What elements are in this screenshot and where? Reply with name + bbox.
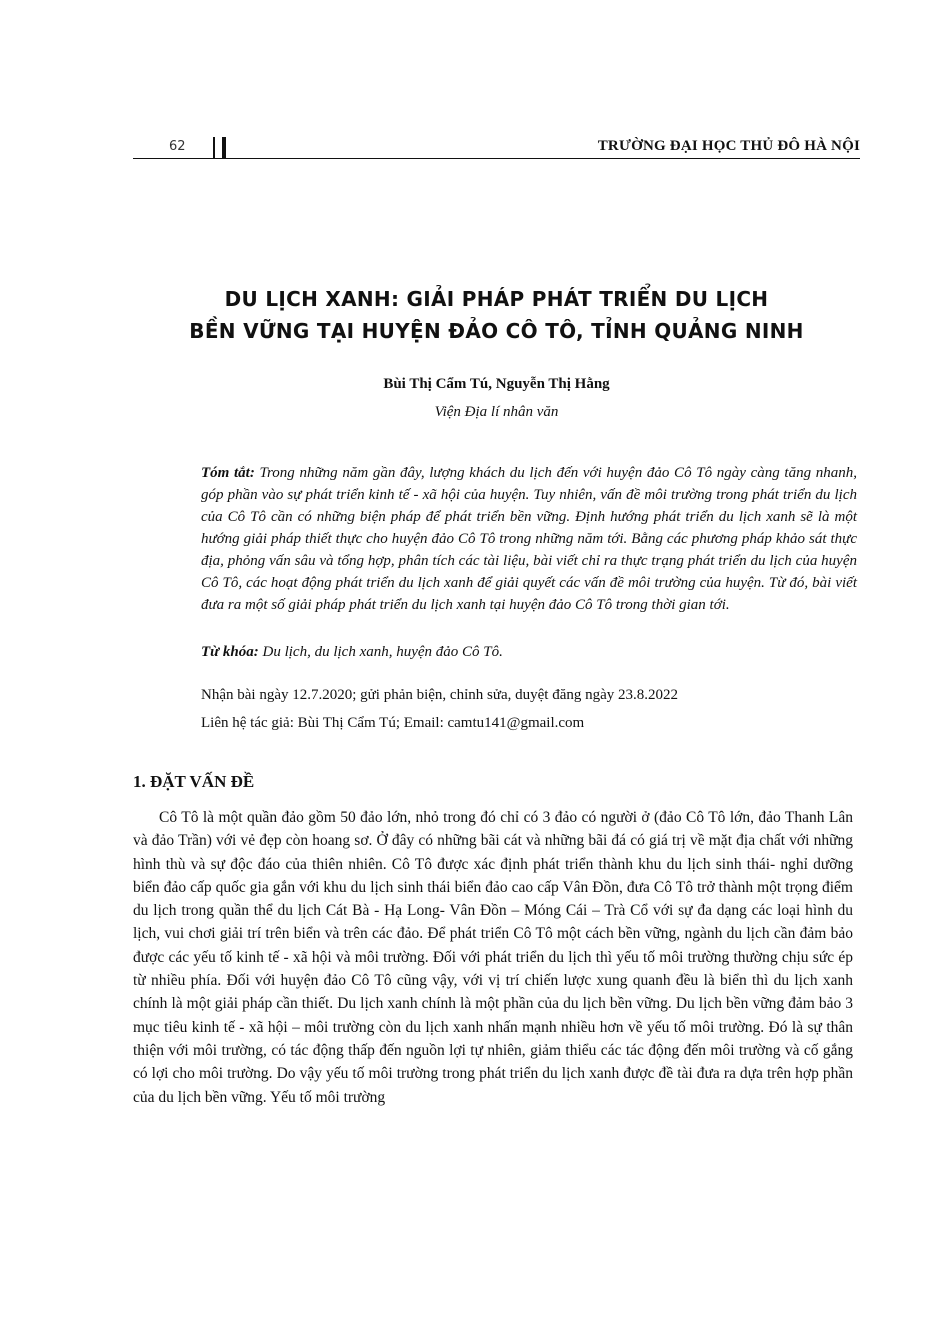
authors: Bùi Thị Cẩm Tú, Nguyễn Thị Hằng [383,376,610,392]
abstract-text: Trong những năm gần đây, lượng khách du lịch đến với huyện đảo Cô Tô ngày càng tăng nhanh, góp phần vào sự phát triển kinh tế - xã hội của huyện. Tuy nhiên, vấn đề môi trường trong phát triển du lịch của Cô Tô cần có những biện pháp để phát triển bền vững. Định hướng phát triển du lịch xanh sẽ là một hướng giải pháp thiết thực cho huyện đảo Cô Tô trong những năm tới. Bằng các phương pháp khảo sát thực địa, phỏng vấn sâu và tổng hợp, phân tích các tài liệu, bài viết chỉ ra thực trạng phát triển du lịch của huyện Cô Tô, các hoạt động phát triển du lịch xanh để giải quyết các vấn đề môi trường của huyện. Từ đó, bài viết đưa ra một số giải pháp phát triển du lịch xanh tại huyện đảo Cô Tô trong thời gian tới. [201,465,857,613]
title-line-1: DU LỊCH XANH: GIẢI PHÁP PHÁT TRIỂN DU LỊCH [224,287,769,311]
article-title [133,283,860,347]
keywords-text: Du lịch, du lịch xanh, huyện đảo Cô Tô. [262,644,503,660]
section-heading: 1. ĐẶT VẤN ĐỀ [133,772,255,791]
title-line-2: BỀN VỮNG TẠI HUYỆN ĐẢO CÔ TÔ, TỈNH QUẢNG NINH [189,319,804,343]
keywords [201,644,857,661]
keywords-label: Từ khóa: [201,644,263,660]
page-number: 62 [169,139,186,154]
running-header [133,137,860,161]
body-paragraph: Cô Tô là một quần đảo gồm 50 đảo lớn, nhỏ trong đó chỉ có 3 đảo có người ở (đảo Cô Tô lớn, đảo Thanh Lân và đảo Trần) với vẻ đẹp còn hoang sơ. Ở đây có những bãi cát và những bãi đá có giá trị về mặt địa chất với những hình thù và sự độc đáo của thiên nhiên. Cô Tô được xác định phát triển thành khu du lịch sinh thái- nghỉ dưỡng biển đảo cấp quốc gia gắn với khu du lịch sinh thái biển đảo cao cấp Vân Đồn, đưa Cô Tô trở thành một trọng điểm du lịch trong quần thể du lịch Cát Bà - Hạ Long- Vân Đồn – Móng Cái – Trà Cổ với sự đa dạng các loại hình du lịch, vui chơi giải trí trên biển và trên các đảo. Để phát triển Cô Tô một cách bền vững, ngành du lịch cần đảm bảo được các yếu tố kinh tế - xã hội và môi trường. Đối với phát triển du lịch thì yếu tố môi trường thường chịu sức ép từ nhiều phía. Đối với huyện đảo Cô Tô cũng vậy, với vị trí chiến lược xung quanh đều là biển thì du lịch xanh chính là một giải pháp cần thiết. Du lịch xanh chính là một phần của du lịch bền vững. Du lịch bền vững đảm bảo 3 mục tiêu kinh tế - xã hội – môi trường còn du lịch xanh nhấn mạnh nhiều hơn về yếu tố môi trường. Đó là sự thân thiện với môi trường, có tác động thấp đến nguồn lợi tự nhiên, giảm thiểu các tác động đến môi trường và cố gắng có lợi cho môi trường. Do vậy yếu tố môi trường trong phát triển du lịch xanh được đề tài đưa ra dựa trên hợp phần của du lịch bền vững. Yếu tố môi trường [133,809,853,1106]
header-double-bar [213,137,226,158]
affiliation: Viện Địa lí nhân văn [434,404,559,420]
author-contact: Liên hệ tác giả: Bùi Thị Cẩm Tú; Email: camtu141@gmail.com [201,715,585,731]
abstract [201,462,857,616]
journal-name: TRƯỜNG ĐẠI HỌC THỦ ĐÔ HÀ NỘI [597,138,860,154]
received-dates: Nhận bài ngày 12.7.2020; gửi phản biện, chỉnh sửa, duyệt đăng ngày 23.8.2022 [201,687,679,703]
abstract-label: Tóm tắt: [201,465,260,481]
header-rule [133,158,860,159]
